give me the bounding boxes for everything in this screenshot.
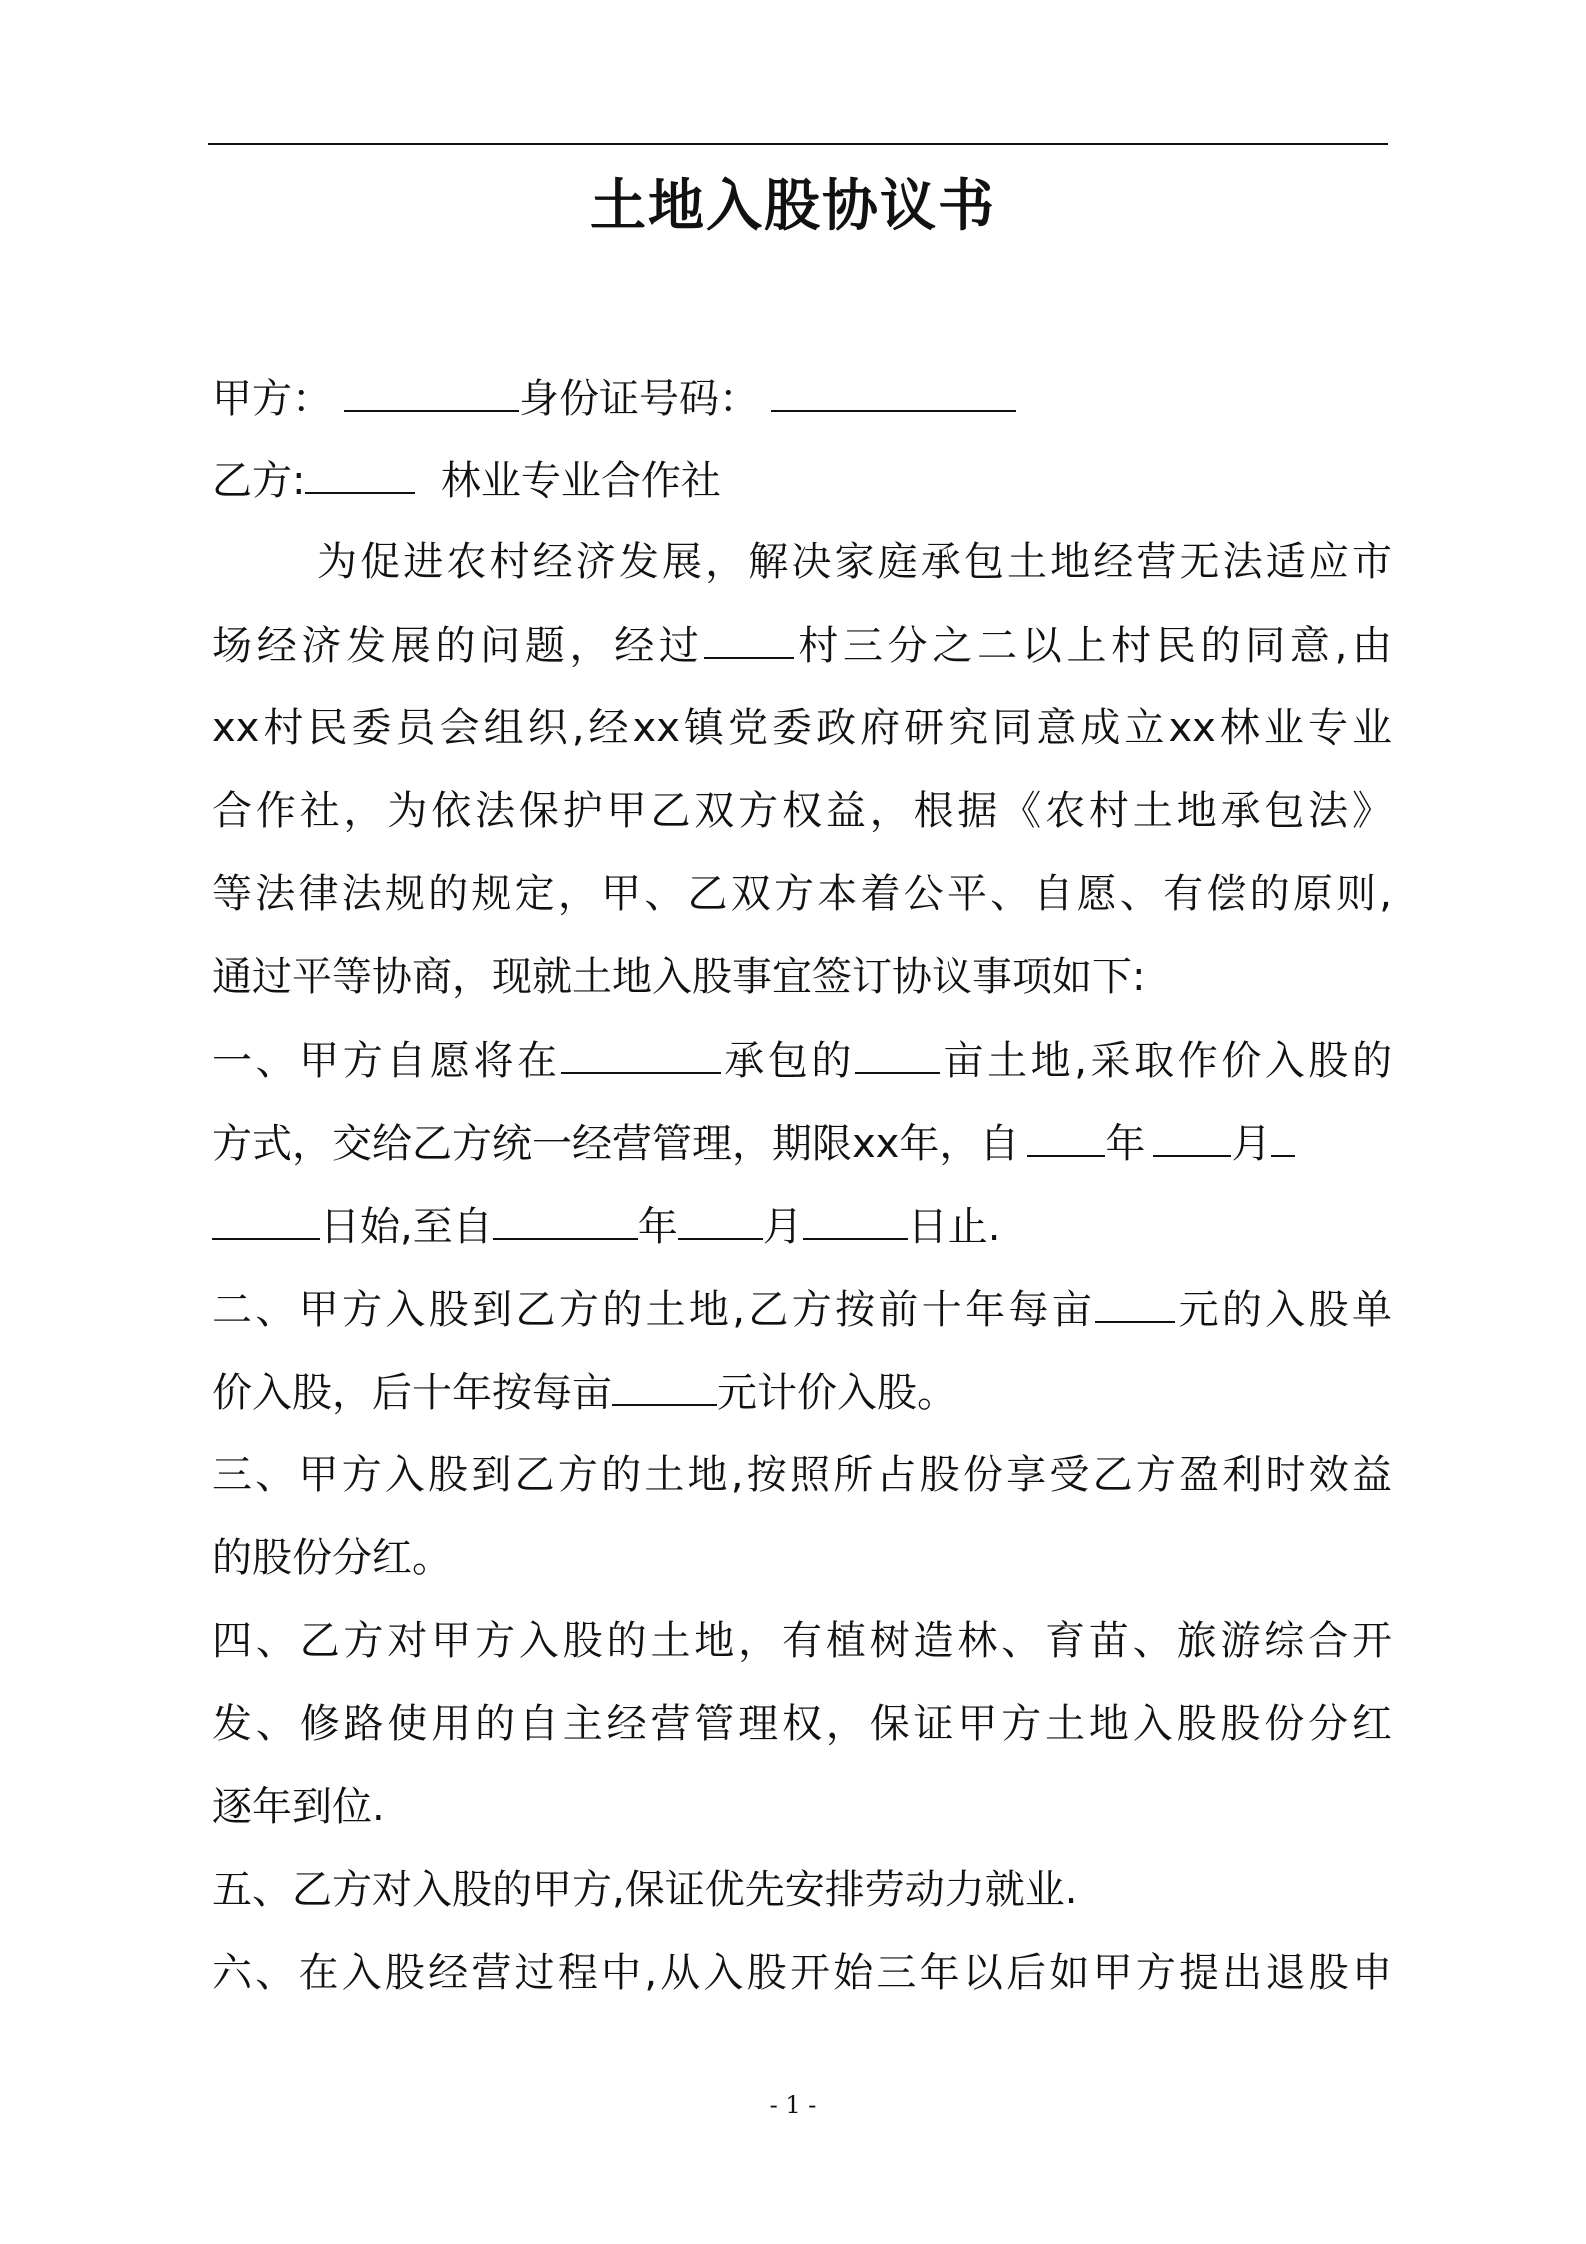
party-a-label: 甲方： xyxy=(212,376,332,422)
preamble-line-6: 通过平等协商，现就土地入股事宜签订协议事项如下: xyxy=(212,954,1146,1000)
clause-4-line-2: 发、修路使用的自主经营管理权，保证甲方土地入股股份分红 xyxy=(212,1701,1392,1747)
first-decade-price-blank xyxy=(1095,1281,1175,1323)
acres-blank xyxy=(855,1032,940,1074)
location-blank xyxy=(561,1032,721,1074)
clause-3-line-2: 的股份分红。 xyxy=(212,1535,452,1581)
clause-1-line-3: 日始,至自 年 月 日止. xyxy=(212,1198,1392,1255)
page-number: - 1 - xyxy=(769,2091,817,2119)
party-a-name-blank xyxy=(344,370,519,412)
clause-2-line-2: 价入股，后十年按每亩 元计价入股。 xyxy=(212,1364,1392,1421)
preamble-line-1: 为促进农村经济发展，解决家庭承包土地经营无法适应市 xyxy=(317,539,1392,585)
party-a-line xyxy=(212,370,1392,427)
clause-2-line-1: 二、甲方入股到乙方的土地,乙方按前十年每亩 元的入股单 xyxy=(212,1281,1392,1338)
clause-1-line-2: 方式，交给乙方统一经营管理，期限xx年，自 年 月 xyxy=(212,1115,1392,1172)
header-rule xyxy=(208,143,1388,145)
end-day-blank xyxy=(803,1198,908,1240)
id-number-label: 身份证号码： xyxy=(519,376,759,422)
village-blank xyxy=(704,617,794,659)
party-b-blank xyxy=(305,452,415,494)
clause-1-line-1: 一、甲方自愿将在 承包的 亩土地,采取作价入股的 xyxy=(212,1032,1392,1089)
document-title: 土地入股协议书 xyxy=(590,174,996,239)
second-decade-price-blank xyxy=(612,1364,717,1406)
preamble-line-2: 场经济发展的问题，经过 村三分之二以上村民的同意,由 xyxy=(212,617,1392,674)
preamble-line-3: xx村民委员会组织,经xx镇党委政府研究同意成立xx林业专业 xyxy=(212,705,1392,751)
start-month-blank xyxy=(1153,1115,1231,1157)
party-b-label: 乙方: xyxy=(212,458,306,504)
clause-4-line-1: 四、乙方对甲方入股的土地，有植树造林、育苗、旅游综合开 xyxy=(212,1618,1392,1664)
end-year-blank xyxy=(493,1198,638,1240)
id-number-blank xyxy=(771,370,1016,412)
clause-5: 五、乙方对入股的甲方,保证优先安排劳动力就业. xyxy=(212,1867,1078,1913)
clause-3-line-1: 三、甲方入股到乙方的土地,按照所占股份享受乙方盈利时效益 xyxy=(212,1452,1392,1498)
preamble-line-5: 等法律法规的规定，甲、乙双方本着公平、自愿、有偿的原则, xyxy=(212,871,1392,917)
clause-6-line-1: 六、在入股经营过程中,从入股开始三年以后如甲方提出退股申 xyxy=(212,1950,1392,1996)
party-b-name: 林业专业合作社 xyxy=(440,458,721,504)
start-day-blank-a xyxy=(1271,1115,1295,1157)
start-year-blank xyxy=(1027,1115,1105,1157)
preamble-line-4: 合作社，为依法保护甲乙双方权益，根据《农村土地承包法》 xyxy=(212,788,1392,834)
start-day-blank-b xyxy=(212,1198,320,1240)
party-b-line xyxy=(212,452,1392,509)
end-month-blank xyxy=(678,1198,763,1240)
clause-4-line-3: 逐年到位. xyxy=(212,1784,385,1830)
